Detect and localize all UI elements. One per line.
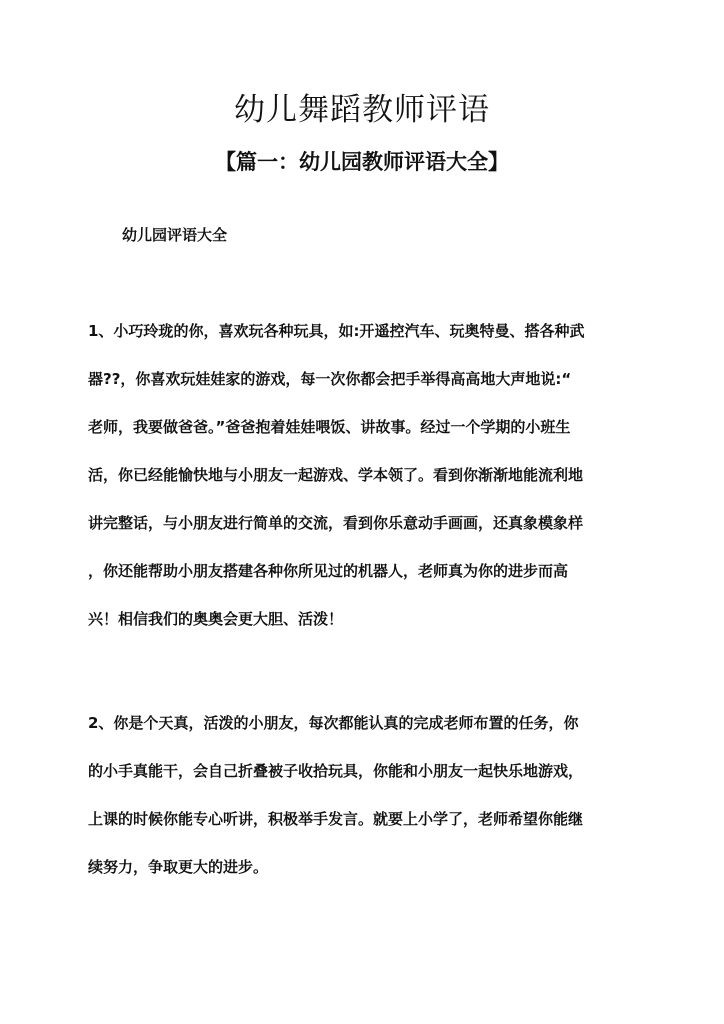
document-title: 幼儿舞蹈教师评语 xyxy=(234,92,490,128)
paragraph-line: ，你还能帮助小朋友搭建各种你所见过的机器人，老师真为你的进步而高 xyxy=(88,562,569,580)
paragraph-line: 兴！相信我们的奥奥会更大胆、活泼！ xyxy=(88,610,344,628)
paragraph-line: 上课的时候你能专心听讲，积极举手发言。就要上小学了，老师希望你能继 xyxy=(88,810,584,828)
section-heading: 幼儿园评语大全 xyxy=(122,226,228,244)
paragraph-line: 续努力，争取更大的进步。 xyxy=(88,858,269,876)
paragraph-line: 2、你是个天真，活泼的小朋友，每次都能认真的完成老师布置的任务，你 xyxy=(88,714,579,732)
paragraph-line: 老师，我要做爸爸。”爸爸抱着娃娃喂饭、讲故事。经过一个学期的小班生 xyxy=(88,418,571,436)
paragraph-line: 讲完整话，与小朋友进行简单的交流，看到你乐意动手画画，还真象模象样 xyxy=(88,514,584,532)
paragraph-line: 活，你已经能愉快地与小朋友一起游戏、学本领了。看到你渐渐地能流利地 xyxy=(88,466,584,484)
document-subtitle: 【篇一：幼儿园教师评语大全】 xyxy=(215,149,509,174)
paragraph-2 xyxy=(88,713,648,905)
paragraph-line: 器??，你喜欢玩娃娃家的游戏，每一次你都会把手举得高高地大声地说:“ xyxy=(88,370,572,388)
paragraph-line: 1、小巧玲珑的你，喜欢玩各种玩具，如:开遥控汽车、玩奥特曼、搭各种武 xyxy=(88,322,585,340)
paragraph-line: 的小手真能干，会自己折叠被子收拾玩具，你能和小朋友一起快乐地游戏， xyxy=(88,762,584,780)
paragraph-1 xyxy=(88,321,648,657)
